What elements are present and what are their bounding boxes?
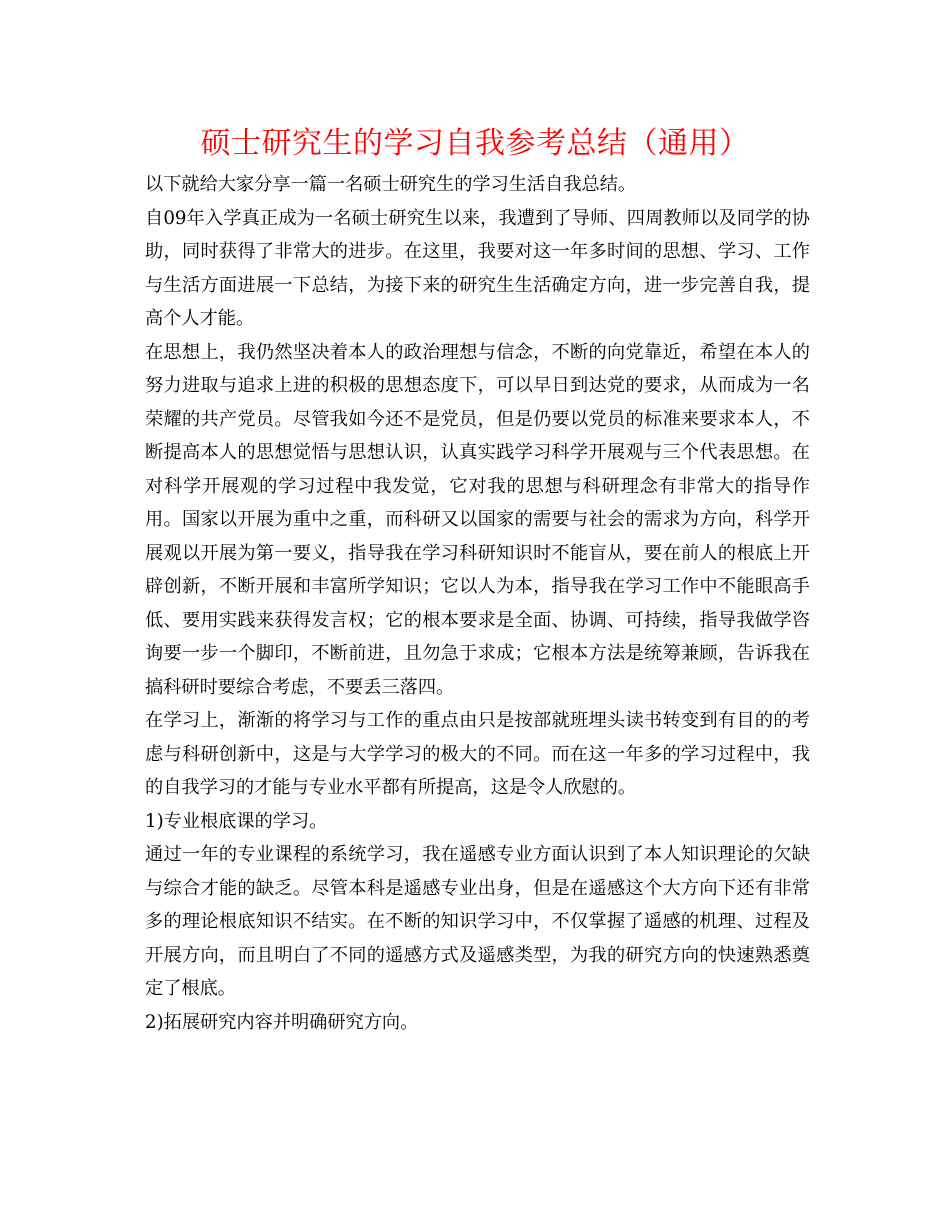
- section-heading-1: 1)专业根底课的学习。: [145, 810, 328, 832]
- ideology-paragraph: 在思想上，我仍然坚决着本人的政治理想与信念，不断的向党靠近，希望在本人的努力进取与追求上进的积极的思想态度下，可以早日到达党的要求，从而成为一名荣耀的共产党员。尽管我如今还不是党员，但是仍要以党员的标准来要求本人，不断提高本人的思想觉悟与思想认识，认真实践学习科学开展观与三个代表思想。在对科学开展观的学习过程中我发觉，它对我的思想与科研理念有非常大的指导作用。国家以开展为重中之重，而科研又以国家的需要与社会的需求为方向，科学开展观以开展为第一要义，指导我在学习科研知识时不能盲从，要在前人的根底上开辟创新，不断开展和丰富所学知识；它以人为本，指导我在学习工作中不能眼高手低、要用实践来获得发言权；它的根本要求是全面、协调、可持续，指导我做学咨询要一步一个脚印，不断前进，且勿急于求成；它根本方法是统筹兼顾，告诉我在搞科研时要综合考虑，不要丢三落四。: [145, 341, 810, 698]
- foundation-course-paragraph: 通过一年的专业课程的系统学习，我在遥感专业方面认识到了本人知识理论的欠缺与综合才能的缺乏。尽管本科是遥感专业出身，但是在遥感这个大方向下还有非常多的理论根底知识不结实。在不断的知识学习中，不仅掌握了遥感的机理、过程及开展方向，而且明白了不同的遥感方式及遥感类型，为我的研究方向的快速熟悉奠定了根底。: [145, 844, 810, 999]
- intro-paragraph: 以下就给大家分享一篇一名硕士研究生的学习生活自我总结。: [145, 174, 637, 195]
- section-heading-2: 2)拓展研究内容并明确研究方向。: [145, 1011, 419, 1033]
- document-body: [145, 168, 810, 1039]
- study-paragraph: 在学习上，渐渐的将学习与工作的重点由只是按部就班埋头读书转变到有目的的考虑与科研创新中，这是与大学学习的极大的不同。而在这一年多的学习过程中，我的自我学习的才能与专业水平都有所提高，这是令人欣慰的。: [145, 710, 810, 798]
- overview-paragraph: 自09年入学真正成为一名硕士研究生以来，我遭到了导师、四周教师以及同学的协助，同时获得了非常大的进步。在这里，我要对这一年多时间的思想、学习、工作与生活方面进展一下总结，为接下来的研究生生活确定方向，进一步完善自我，提高个人才能。: [145, 207, 810, 329]
- document-title: 硕士研究生的学习自我参考总结（通用）: [200, 126, 750, 161]
